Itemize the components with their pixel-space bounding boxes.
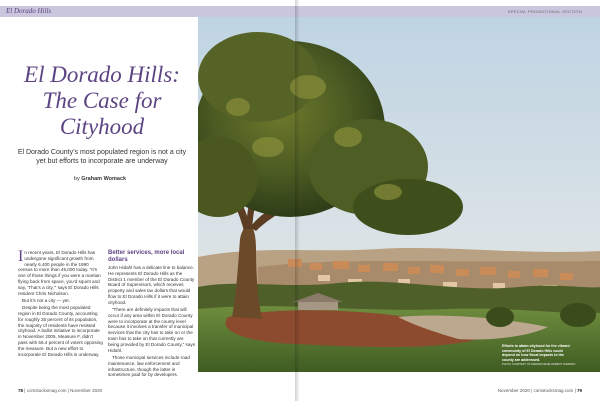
byline <box>40 176 160 182</box>
footer-site-right: comstocksmag.com <box>533 388 574 393</box>
author-name: Graham Womack <box>81 176 127 182</box>
footer-left: 78 | comstocksmag.com | November 2020 <box>18 388 103 393</box>
paragraph-text: n recent years, El Dorado Hills has undergone significant growth from nearly 6,400 people in the 1990 census to more than 45,000 today. “It’s one of those things if you were a martian flying back from space, you’d squint and say, ‘That’s a city,’” says El Dorado Hills resident Chris Nicholson. <box>18 250 101 296</box>
footer-site-left: comstocksmag.com <box>26 388 67 393</box>
body-column-2 <box>108 250 196 380</box>
footer-right: November 2020 | comstocksmag.com | 79 <box>497 388 582 393</box>
page-number-left: 78 <box>18 388 24 393</box>
paragraph: But it’s not a city — yet. <box>22 297 70 303</box>
photo-caption <box>502 344 576 368</box>
title-line-2: The Case for <box>42 88 162 113</box>
title-line-1: El Dorado Hills: <box>24 62 180 87</box>
paragraph <box>18 250 103 296</box>
oak-tree-landscape-image <box>198 17 600 372</box>
hero-photo <box>198 17 600 372</box>
title-line-3: Cityhood <box>59 114 145 139</box>
article-subtitle: El Dorado County’s most populated region is not a city yet but efforts to incorporate are underway <box>17 149 187 165</box>
body-column-1 <box>18 250 103 359</box>
paragraph: Those municipal services include road maintenance, law enforcement and infrastructure, though the latter is sometimes paid for by developers. <box>108 354 190 378</box>
footer-issue-left: November 2020 <box>70 388 103 393</box>
footer-issue-right: November 2020 <box>497 388 530 393</box>
page-number-right: 79 <box>576 388 582 393</box>
page-gutter <box>295 0 303 401</box>
subheading: Better services, more local dollars <box>108 250 185 263</box>
section-label: SPECIAL PROMOTIONAL SECTION <box>507 9 582 14</box>
byline-prefix: by <box>73 176 80 182</box>
caption-text: Efforts to attain cityhood for the vibrant community of El Dorado Hills could depend on how fiscal impacts to the county are addressed. <box>502 344 570 362</box>
paragraph: Despite being the most populated region in El Dorado County, accounting for roughly 25 percent of its population, the majority of residents have resisted cityhood. A ballot initiative to incorporate in November 2005, Measure F, didn’t pass with 56.4 percent of voters opposing the measure. But a new effort to incorporate El Dorado Hills is underway. <box>18 305 103 357</box>
paragraph: “There are definitely impacts that will occur if any area within El Dorado County were to incorporate at the county level because it involves a transfer of municipal services that the city has to take on or the town has to take on that currently are being provided by El Dorado County,” says Hidahl. <box>108 307 195 353</box>
section-title: El Dorado Hills <box>6 7 52 15</box>
paragraph: John Hidahl has a delicate line to balance. He represents El Dorado Hills as the District 1 member of the El Dorado County Board of Supervisors, which receives property and sales tax dollars that would flow to El Dorado Hills if it were to attain cityhood. <box>108 265 195 305</box>
article-title <box>18 62 186 140</box>
photo-credit: PHOTO COURTESY OF PARKER DEVELOPMENT COMPANY <box>502 363 576 367</box>
drop-cap: I <box>18 248 24 265</box>
